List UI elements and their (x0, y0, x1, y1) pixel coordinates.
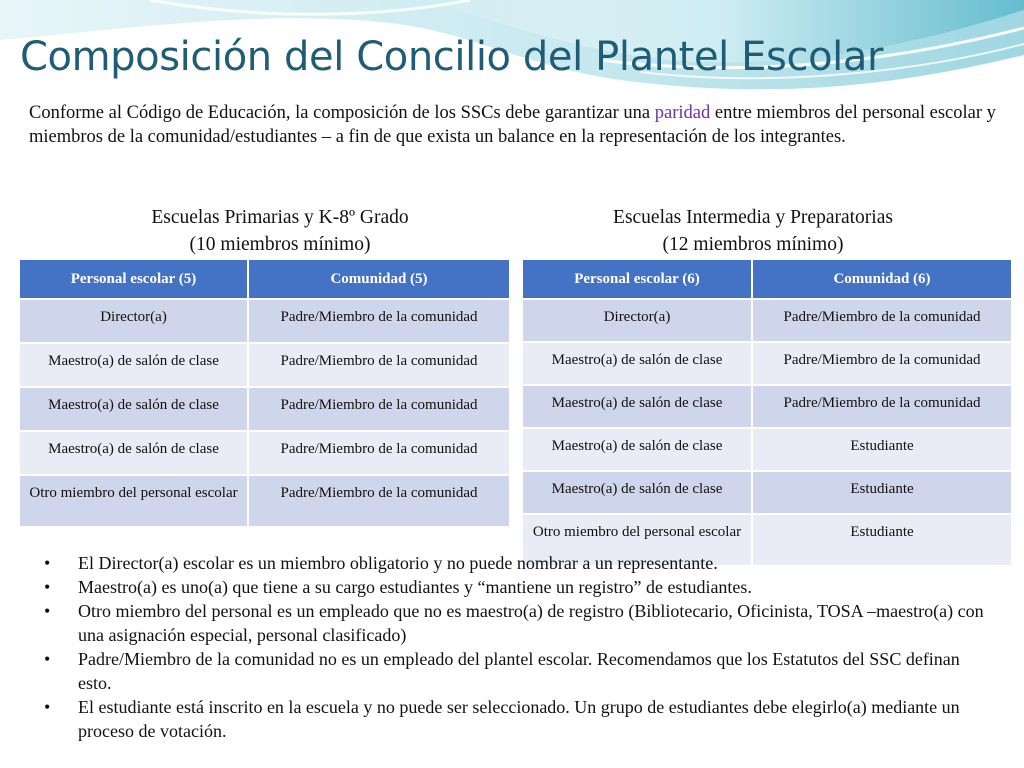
bullet-icon: • (44, 601, 51, 621)
bullet-icon: • (44, 553, 51, 573)
right-heading-line2: (12 miembros mínimo) (662, 234, 844, 255)
list-item-text: Maestro(a) es uno(a) que tiene a su cargo estudiantes y “mantiene un registro” de estudiantes. (78, 577, 752, 597)
list-item-text: El estudiante está inscrito en la escuela y no puede ser seleccionado. Un grupo de estudiantes debe elegirlo(a) mediante un proceso de votación. (78, 697, 960, 741)
table-row (522, 428, 1012, 471)
table-cell: Padre/Miembro de la comunidad (248, 431, 510, 475)
elementary-composition-table (18, 258, 511, 528)
notes-list (44, 551, 984, 743)
table-row (522, 471, 1012, 514)
bullet-icon: • (44, 697, 51, 717)
list-item (44, 599, 984, 647)
intro-text-before: Conforme al Código de Educación, la composición de los SSCs debe garantizar una (29, 103, 655, 123)
table-row (522, 342, 1012, 385)
column-header-staff: Personal escolar (5) (19, 259, 248, 299)
right-table-heading (568, 204, 938, 258)
table-row (522, 385, 1012, 428)
table-row (19, 475, 510, 527)
list-item (44, 695, 984, 743)
column-header-staff: Personal escolar (6) (522, 259, 752, 299)
table-row (19, 431, 510, 475)
list-item (44, 575, 984, 599)
table-cell: Padre/Miembro de la comunidad (752, 385, 1012, 428)
table-cell: Padre/Miembro de la comunidad (248, 475, 510, 527)
table-cell: Maestro(a) de salón de clase (522, 385, 752, 428)
list-item-text: Otro miembro del personal es un empleado que no es maestro(a) de registro (Bibliotecario, Oficinista, TOSA –maestro(a) con una asignación especial, personal clasificado) (78, 601, 984, 645)
middle-high-composition-table (521, 258, 1013, 567)
table-cell: Padre/Miembro de la comunidad (248, 299, 510, 343)
table-cell: Padre/Miembro de la comunidad (248, 387, 510, 431)
table-header-row (19, 259, 510, 299)
intro-paragraph (29, 101, 1004, 149)
table-cell: Maestro(a) de salón de clase (19, 431, 248, 475)
bullet-icon: • (44, 649, 51, 669)
table-row (522, 299, 1012, 342)
table-cell: Estudiante (752, 428, 1012, 471)
right-heading-line1: Escuelas Intermedia y Preparatorias (613, 207, 893, 228)
list-item (44, 647, 984, 695)
table-cell: Otro miembro del personal escolar (19, 475, 248, 527)
table-cell: Padre/Miembro de la comunidad (248, 343, 510, 387)
table-cell: Otro miembro del personal escolar (522, 514, 752, 566)
table-cell: Maestro(a) de salón de clase (522, 428, 752, 471)
column-header-community: Comunidad (6) (752, 259, 1012, 299)
table-cell: Padre/Miembro de la comunidad (752, 299, 1012, 342)
table-row (19, 299, 510, 343)
table-header-row (522, 259, 1012, 299)
table-cell: Padre/Miembro de la comunidad (752, 342, 1012, 385)
left-heading-line2: (10 miembros mínimo) (189, 234, 371, 255)
table-row (19, 343, 510, 387)
table-row (19, 387, 510, 431)
table-cell: Director(a) (19, 299, 248, 343)
column-header-community: Comunidad (5) (248, 259, 510, 299)
list-item (44, 551, 984, 575)
table-cell: Maestro(a) de salón de clase (522, 471, 752, 514)
page-title: Composición del Concilio del Plantel Escolar (20, 34, 884, 80)
bullet-icon: • (44, 577, 51, 597)
table-cell: Director(a) (522, 299, 752, 342)
list-item-text: Padre/Miembro de la comunidad no es un empleado del plantel escolar. Recomendamos que los Estatutos del SSC definan esto. (78, 649, 960, 693)
left-table-heading (100, 204, 460, 258)
table-cell: Estudiante (752, 514, 1012, 566)
table-cell: Maestro(a) de salón de clase (522, 342, 752, 385)
intro-text-after: entre miembros del personal escolar y miembros de la comunidad/estudiantes – a fin de que exista un balance en la representación de los integrantes. (29, 103, 996, 147)
table-cell: Maestro(a) de salón de clase (19, 343, 248, 387)
left-heading-line1: Escuelas Primarias y K-8º Grado (151, 207, 409, 228)
list-item-text: El Director(a) escolar es un miembro obligatorio y no puede nombrar a un representante. (78, 553, 718, 573)
table-cell: Estudiante (752, 471, 1012, 514)
table-cell: Maestro(a) de salón de clase (19, 387, 248, 431)
intro-highlight: paridad (654, 103, 711, 123)
